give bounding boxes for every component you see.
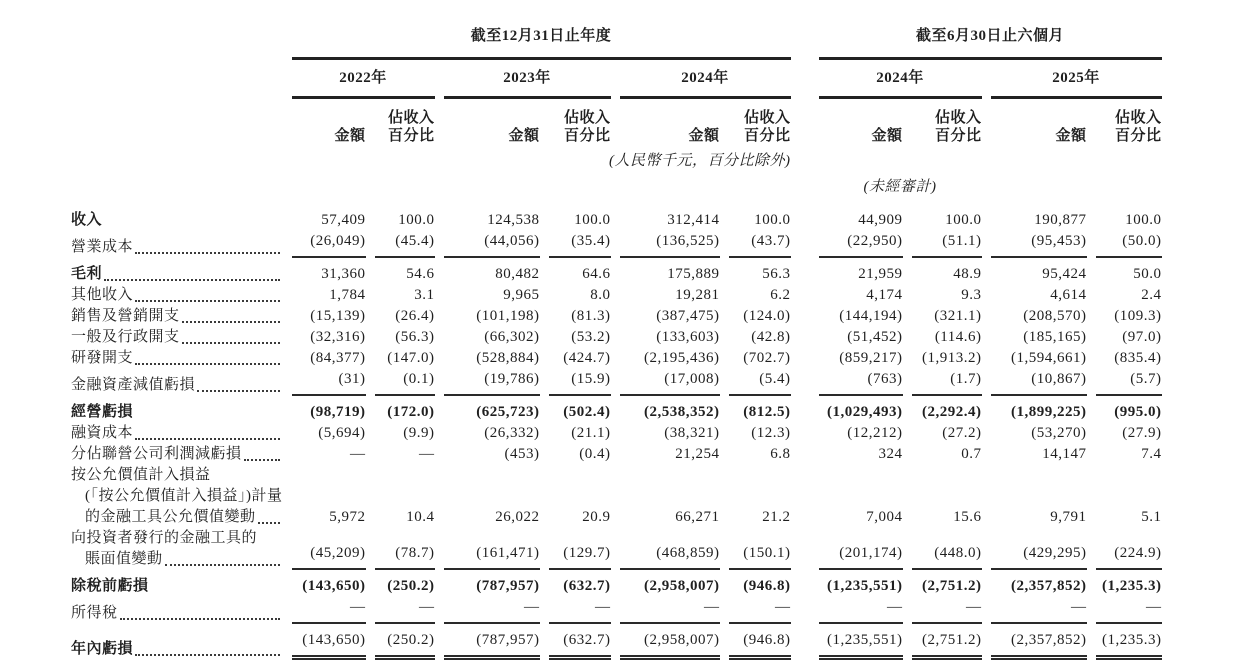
unaudited-note: (未經審計) <box>863 179 937 195</box>
cell-value: (2,195,436) <box>644 350 720 366</box>
cell-value: 15.6 <box>953 509 982 525</box>
cell-value: 100.0 <box>574 212 611 228</box>
cell-value: 95,424 <box>1042 266 1087 282</box>
cell-value: (2,292.4) <box>922 404 982 420</box>
table-row <box>71 624 1162 660</box>
unit-note-row <box>71 145 1162 171</box>
cell-value: (625,723) <box>476 404 540 420</box>
cell-value: (15.9) <box>549 369 611 396</box>
cell-value: 31,360 <box>321 266 366 282</box>
cell-value: (208,570) <box>1023 308 1087 324</box>
cell-value: (143,650) <box>292 624 366 660</box>
cell-value: (42.8) <box>751 329 791 345</box>
cell-value: (1,029,493) <box>827 404 903 420</box>
cell-value: (27.9) <box>1122 425 1162 441</box>
cell-value: (45.4) <box>375 231 435 258</box>
row-label-text: 按公允價值計入損益 <box>71 467 211 483</box>
cell-value: (387,475) <box>656 308 720 324</box>
cell-value: 7,004 <box>866 509 903 525</box>
cell-value: 3.1 <box>414 287 435 303</box>
col-header-pct: 佔收入 百分比 <box>743 110 791 144</box>
table-row <box>71 396 1162 423</box>
cell-value: 324 <box>878 446 903 462</box>
cell-value: (424.7) <box>563 350 611 366</box>
cell-value: — <box>549 597 611 624</box>
group-gap <box>800 570 810 597</box>
cell-value: — <box>375 597 435 624</box>
group-gap <box>800 444 810 465</box>
spacer-cell <box>71 145 283 171</box>
cell-value: (81.3) <box>571 308 611 324</box>
cell-value: (0.1) <box>375 369 435 396</box>
col-header-amount: 金額 <box>871 128 903 144</box>
cell-value: (787,957) <box>476 578 540 594</box>
group-gap <box>800 145 810 171</box>
cell-value: (1,235,551) <box>827 578 903 594</box>
cell-value: (26,332) <box>484 425 540 441</box>
cell-value: (12,212) <box>847 425 903 441</box>
table-row <box>71 597 1162 624</box>
row-label-text: 經營虧損 <box>71 404 134 420</box>
dot-leader <box>104 279 279 281</box>
group-gap <box>800 369 810 396</box>
cell-value: 19,281 <box>675 287 720 303</box>
dot-leader <box>165 564 280 566</box>
row-label <box>71 258 283 285</box>
table-row <box>71 231 1162 258</box>
row-label-text: 一般及行政開支 <box>71 329 180 345</box>
cell-value: (5,694) <box>318 425 366 441</box>
cell-value: (185,165) <box>1023 329 1087 345</box>
cell-value: (835.4) <box>1114 350 1162 366</box>
row-label-text: 金融資產減值虧損 <box>71 377 196 393</box>
cell-value: (51.1) <box>912 231 982 258</box>
col-header-pct: 佔收入 百分比 <box>1114 110 1162 144</box>
cell-value: 10.4 <box>406 509 435 525</box>
cell-value: (17,008) <box>620 369 720 396</box>
cell-value: 44,909 <box>858 212 903 228</box>
cell-value: (812.5) <box>743 404 791 420</box>
cell-value: (44,056) <box>444 231 540 258</box>
row-label <box>71 231 283 258</box>
cell-value: (2,958,007) <box>620 624 720 660</box>
cell-value: 20.9 <box>582 509 611 525</box>
cell-value: 0.7 <box>961 446 982 462</box>
row-label-text: 研發開支 <box>71 350 134 366</box>
cell-value: (995.0) <box>1114 404 1162 420</box>
cell-value: (453) <box>504 446 540 462</box>
table-row <box>71 423 1162 444</box>
group-gap <box>800 465 810 528</box>
cell-value: 9,791 <box>1050 509 1087 525</box>
group-gap <box>800 197 810 231</box>
cell-value: 56.3 <box>762 266 791 282</box>
col-header-amount: 金額 <box>334 128 366 144</box>
group-gap <box>800 396 810 423</box>
cell-value: (32,316) <box>310 329 366 345</box>
dot-leader <box>135 252 279 254</box>
row-label-text: 收入 <box>71 212 103 228</box>
table-row <box>71 327 1162 348</box>
group-gap <box>800 99 810 145</box>
cell-value: (97.0) <box>1122 329 1162 345</box>
group-header-row <box>71 20 1162 60</box>
cell-value: 9,965 <box>503 287 540 303</box>
row-label <box>71 348 283 369</box>
year-header-2023: 2023年 <box>444 60 611 99</box>
cell-value: (129.7) <box>549 528 611 570</box>
cell-value: — <box>819 597 903 624</box>
cell-value: 124,538 <box>487 212 540 228</box>
cell-value: (66,302) <box>484 329 540 345</box>
cell-value: — <box>991 597 1087 624</box>
group-gap <box>800 60 810 99</box>
cell-value: (224.9) <box>1096 528 1162 570</box>
group-gap <box>800 231 810 258</box>
table-row <box>71 570 1162 597</box>
group-gap <box>800 528 810 570</box>
cell-value: 21.2 <box>762 509 791 525</box>
cell-value: — <box>292 597 366 624</box>
row-label <box>71 396 283 423</box>
cell-value: (2,538,352) <box>644 404 720 420</box>
cell-value: (10,867) <box>991 369 1087 396</box>
group-gap <box>800 171 810 197</box>
row-label-text: 毛利 <box>71 266 103 282</box>
cell-value: (15,139) <box>310 308 366 324</box>
spacer-cell <box>71 171 283 197</box>
row-label-text: (「按公允價值計入損益」)計量 <box>85 488 283 504</box>
group-gap <box>800 20 810 60</box>
cell-value: 57,409 <box>321 212 366 228</box>
dot-leader <box>258 522 280 524</box>
cell-value: 5,972 <box>329 509 366 525</box>
cell-value: (1,235,551) <box>819 624 903 660</box>
row-label-text: 銷售及營銷開支 <box>71 308 180 324</box>
cell-value: 100.0 <box>754 212 791 228</box>
table-row <box>71 348 1162 369</box>
cell-value: 190,877 <box>1034 212 1087 228</box>
dot-leader <box>135 300 279 302</box>
cell-value: (144,194) <box>839 308 903 324</box>
cell-value: — <box>1096 597 1162 624</box>
cell-value: (56.3) <box>395 329 435 345</box>
cell-value: (528,884) <box>476 350 540 366</box>
cell-value: (35.4) <box>549 231 611 258</box>
dot-leader <box>135 363 279 365</box>
year-header-2022: 2022年 <box>292 60 435 99</box>
cell-value: (632.7) <box>549 624 611 660</box>
cell-value: (1.7) <box>912 369 982 396</box>
table-row <box>71 285 1162 306</box>
group-header-interim: 截至6月30日止六個月 <box>819 20 1162 60</box>
dot-leader <box>135 438 279 440</box>
row-label <box>71 444 283 465</box>
table-row <box>71 197 1162 231</box>
cell-value: 14,147 <box>1042 446 1087 462</box>
row-label <box>71 624 283 660</box>
row-label-text: 所得稅 <box>71 605 118 621</box>
group-gap <box>800 624 810 660</box>
cell-value: 100.0 <box>945 212 982 228</box>
cell-value: (21.1) <box>571 425 611 441</box>
cell-value: (136,525) <box>620 231 720 258</box>
cell-value: (2,751.2) <box>922 578 982 594</box>
group-gap <box>800 348 810 369</box>
cell-value: 21,959 <box>858 266 903 282</box>
cell-value: 21,254 <box>675 446 720 462</box>
cell-value: (19,786) <box>444 369 540 396</box>
row-label-text: 向投資者發行的金融工具的 <box>71 530 258 546</box>
cell-value: (946.8) <box>729 624 791 660</box>
group-gap <box>800 327 810 348</box>
cell-value: (31) <box>292 369 366 396</box>
cell-value: 48.9 <box>953 266 982 282</box>
cell-value: 4,614 <box>1050 287 1087 303</box>
group-gap <box>800 258 810 285</box>
cell-value: (859,217) <box>839 350 903 366</box>
year-header-2025-interim: 2025年 <box>991 60 1162 99</box>
cell-value: (78.7) <box>375 528 435 570</box>
currency-unit-note: (人民幣千元，百分比除外) <box>609 153 791 169</box>
cell-value: (22,950) <box>819 231 903 258</box>
cell-value: 6.2 <box>770 287 791 303</box>
col-header-pct: 佔收入 百分比 <box>563 110 611 144</box>
cell-value: 80,482 <box>495 266 540 282</box>
cell-value: (53,270) <box>1031 425 1087 441</box>
row-label-text: 年內虧損 <box>71 641 134 657</box>
cell-value: (143,650) <box>302 578 366 594</box>
cell-value: 8.0 <box>590 287 611 303</box>
cell-value: — <box>729 597 791 624</box>
cell-value: 66,271 <box>675 509 720 525</box>
cell-value: (1,899,225) <box>1011 404 1087 420</box>
cell-value: (27.2) <box>942 425 982 441</box>
table-row <box>71 258 1162 285</box>
cell-value: (502.4) <box>563 404 611 420</box>
cell-value: 4,174 <box>866 287 903 303</box>
cell-value: (429,295) <box>991 528 1087 570</box>
cell-value: (201,174) <box>819 528 903 570</box>
dot-leader <box>182 321 280 323</box>
table-row <box>71 444 1162 465</box>
cell-value: 5.1 <box>1141 509 1162 525</box>
table-row <box>71 369 1162 396</box>
cell-value: (95,453) <box>991 231 1087 258</box>
cell-value: (0.4) <box>579 446 611 462</box>
cell-value: 7.4 <box>1141 446 1162 462</box>
cell-value: (2,357,852) <box>1011 578 1087 594</box>
dot-leader <box>182 342 280 344</box>
cell-value: (250.2) <box>375 624 435 660</box>
financial-statement-page <box>0 20 1242 666</box>
cell-value: — <box>620 597 720 624</box>
cell-value: (321.1) <box>934 308 982 324</box>
cell-value: 312,414 <box>667 212 720 228</box>
cell-value: 9.3 <box>961 287 982 303</box>
cell-value: (50.0) <box>1096 231 1162 258</box>
row-label-text: 營業成本 <box>71 239 134 255</box>
row-label <box>71 306 283 327</box>
cell-value: (763) <box>819 369 903 396</box>
cell-value: 1,784 <box>329 287 366 303</box>
cell-value: (98,719) <box>310 404 366 420</box>
spacer-cell <box>71 20 283 60</box>
cell-value: — <box>444 597 540 624</box>
row-label <box>71 597 283 624</box>
cell-value: (147.0) <box>387 350 435 366</box>
cell-value: (946.8) <box>743 578 791 594</box>
row-label <box>71 327 283 348</box>
col-header-amount: 金額 <box>508 128 540 144</box>
dot-leader <box>135 654 279 656</box>
group-gap <box>800 423 810 444</box>
row-label-text: 分佔聯營公司利潤減虧損 <box>71 446 242 462</box>
table-body <box>71 197 1162 660</box>
cell-value: 100.0 <box>398 212 435 228</box>
cell-value: (26.4) <box>395 308 435 324</box>
cell-value: 2.4 <box>1141 287 1162 303</box>
col-header-pct: 佔收入 百分比 <box>387 110 435 144</box>
row-label-text: 融資成本 <box>71 425 134 441</box>
col-header-pct: 佔收入 百分比 <box>934 110 982 144</box>
row-label <box>71 465 283 528</box>
cell-value: (51,452) <box>847 329 903 345</box>
column-header-row <box>71 99 1162 145</box>
financial-statements-table <box>62 20 1171 660</box>
cell-value: (101,198) <box>476 308 540 324</box>
unaudited-note-row <box>71 171 1162 197</box>
group-header-annual: 截至12月31日止年度 <box>292 20 791 60</box>
spacer-cell <box>292 171 791 197</box>
cell-value: (114.6) <box>934 329 982 345</box>
group-gap <box>800 306 810 327</box>
cell-value: (150.1) <box>729 528 791 570</box>
cell-value: (43.7) <box>729 231 791 258</box>
dot-leader <box>197 390 279 392</box>
spacer-cell <box>991 171 1162 197</box>
row-label-text: 其他收入 <box>71 287 134 303</box>
year-header-2024-interim: 2024年 <box>819 60 982 99</box>
table-row <box>71 306 1162 327</box>
cell-value: — <box>912 597 982 624</box>
col-header-amount: 金額 <box>1055 128 1087 144</box>
cell-value: 26,022 <box>495 509 540 525</box>
row-label-text: 除稅前虧損 <box>71 578 149 594</box>
group-gap <box>800 285 810 306</box>
spacer-cell <box>819 145 1162 171</box>
row-label-text: 賬面值變動 <box>85 551 163 567</box>
cell-value: (632.7) <box>563 578 611 594</box>
cell-value: (787,957) <box>444 624 540 660</box>
cell-value: (2,958,007) <box>644 578 720 594</box>
spacer-cell <box>71 99 283 145</box>
row-label <box>71 570 283 597</box>
row-label <box>71 528 283 570</box>
cell-value: (26,049) <box>292 231 366 258</box>
table-row <box>71 465 1162 528</box>
cell-value: (124.0) <box>743 308 791 324</box>
cell-value: (133,603) <box>656 329 720 345</box>
table-row <box>71 528 1162 570</box>
cell-value: 54.6 <box>406 266 435 282</box>
cell-value: (38,321) <box>664 425 720 441</box>
row-label <box>71 369 283 396</box>
cell-value: (1,235.3) <box>1102 578 1162 594</box>
cell-value: (1,594,661) <box>1011 350 1087 366</box>
row-label <box>71 285 283 306</box>
cell-value: (448.0) <box>912 528 982 570</box>
cell-value: (45,209) <box>292 528 366 570</box>
col-header-amount: 金額 <box>688 128 720 144</box>
dot-leader <box>244 459 280 461</box>
cell-value: (109.3) <box>1114 308 1162 324</box>
year-header-row <box>71 60 1162 99</box>
cell-value: 175,889 <box>667 266 720 282</box>
year-header-2024: 2024年 <box>620 60 791 99</box>
cell-value: (53.2) <box>571 329 611 345</box>
cell-value: 6.8 <box>770 446 791 462</box>
cell-value: (9.9) <box>403 425 435 441</box>
cell-value: (5.7) <box>1096 369 1162 396</box>
row-label <box>71 423 283 444</box>
row-label <box>71 197 283 231</box>
cell-value: 50.0 <box>1133 266 1162 282</box>
spacer-cell <box>71 60 283 99</box>
cell-value: — <box>419 446 435 462</box>
cell-value: (2,751.2) <box>912 624 982 660</box>
cell-value: (1,235.3) <box>1096 624 1162 660</box>
cell-value: (468,859) <box>620 528 720 570</box>
dot-leader <box>120 618 280 620</box>
group-gap <box>800 597 810 624</box>
cell-value: (1,913.2) <box>922 350 982 366</box>
cell-value: (172.0) <box>387 404 435 420</box>
cell-value: (2,357,852) <box>991 624 1087 660</box>
cell-value: — <box>350 446 366 462</box>
cell-value: 100.0 <box>1125 212 1162 228</box>
cell-value: (84,377) <box>310 350 366 366</box>
cell-value: (161,471) <box>444 528 540 570</box>
cell-value: (12.3) <box>751 425 791 441</box>
cell-value: (702.7) <box>743 350 791 366</box>
cell-value: 64.6 <box>582 266 611 282</box>
cell-value: (250.2) <box>387 578 435 594</box>
cell-value: (5.4) <box>729 369 791 396</box>
row-label-text: 的金融工具公允價值變動 <box>85 509 256 525</box>
